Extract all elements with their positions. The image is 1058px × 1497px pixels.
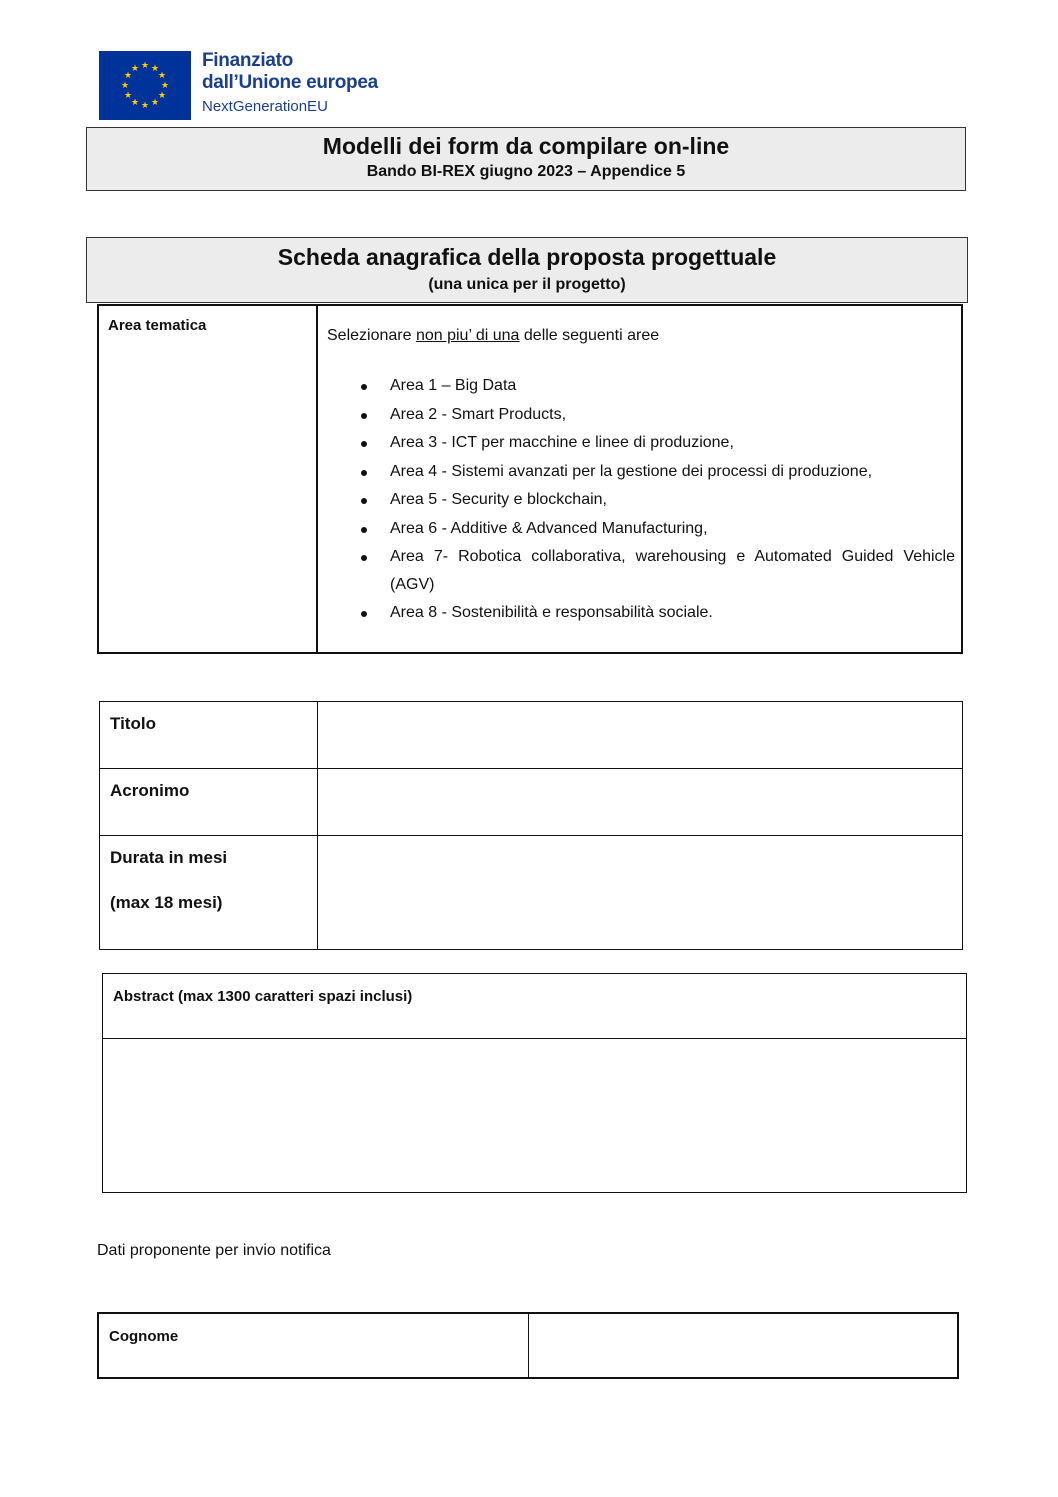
eu-flag-logo <box>99 51 191 120</box>
svg-text:★: ★ <box>160 81 170 91</box>
area-option-label: Area 6 - Additive & Advanced Manufacturing, <box>390 519 708 537</box>
area-option-label: Area 3 - ICT per macchine e linee di produzione, <box>390 434 734 451</box>
svg-text:★: ★ <box>150 98 160 108</box>
bullet-icon <box>361 413 367 419</box>
area-option[interactable] <box>355 515 955 544</box>
project-info-table <box>99 701 963 950</box>
area-intro-before: Selezionare <box>327 327 416 344</box>
durata-field[interactable] <box>318 836 963 950</box>
area-option-label: Area 4 - Sistemi avanzati per la gestione dei processi di produzione, <box>390 462 873 480</box>
eu-funding-text <box>202 50 378 115</box>
document-title: Modelli dei form da compilare on-line <box>322 133 730 159</box>
svg-text:★: ★ <box>130 98 140 108</box>
svg-text:★: ★ <box>140 101 150 111</box>
bullet-icon <box>361 527 367 533</box>
svg-text:★: ★ <box>150 64 160 74</box>
area-option[interactable] <box>355 372 955 401</box>
area-option[interactable] <box>355 458 955 487</box>
acronimo-label: Acronimo <box>100 769 318 836</box>
svg-text:★: ★ <box>157 91 167 101</box>
area-option-label: Area 2 - Smart Products, <box>390 405 567 423</box>
titolo-field[interactable] <box>318 702 963 769</box>
area-option-label: Area 8 - Sostenibilità e responsabilità sociale. <box>390 604 713 621</box>
bullet-icon <box>361 555 367 561</box>
eu-stars-icon <box>99 51 191 120</box>
bullet-icon <box>361 384 367 390</box>
logo-line-2: dall’Unione europea <box>202 71 378 93</box>
area-instructions <box>327 327 659 345</box>
document-header <box>86 127 966 191</box>
area-option[interactable] <box>355 486 955 515</box>
area-option-label: Area 7- Robotica collaborativa, warehousing e Automated Guided Vehicle (AGV) <box>390 548 955 593</box>
logo-line-1: Finanziato <box>202 50 293 71</box>
durata-note: (max 18 mesi) <box>110 893 223 912</box>
area-option[interactable] <box>355 401 955 430</box>
area-option-label: Area 5 - Security e blockchain, <box>390 491 607 508</box>
proponente-table <box>97 1312 959 1379</box>
area-option[interactable] <box>355 429 955 458</box>
proponente-heading: Dati proponente per invio notifica <box>97 1242 331 1259</box>
bullet-icon <box>361 470 367 476</box>
abstract-label: Abstract (max 1300 caratteri spazi inclusi) <box>103 974 967 1039</box>
bullet-icon <box>361 498 367 504</box>
acronimo-field[interactable] <box>318 769 963 836</box>
area-option[interactable] <box>355 543 955 599</box>
abstract-field[interactable] <box>103 1039 967 1193</box>
svg-text:★: ★ <box>130 64 140 74</box>
abstract-table <box>102 973 967 1193</box>
durata-label: Durata in mesi <box>110 848 228 867</box>
durata-label-cell <box>100 836 318 950</box>
logo-line-3: NextGenerationEU <box>202 97 328 115</box>
document-subtitle: Bando BI-REX giugno 2023 – Appendice 5 <box>366 163 686 180</box>
area-intro-underlined: non piu’ di una <box>415 327 520 344</box>
svg-text:★: ★ <box>120 81 130 91</box>
area-option-label: Area 1 – Big Data <box>390 377 517 394</box>
section-title: Scheda anagrafica della proposta progettuale <box>277 244 777 270</box>
svg-text:★: ★ <box>123 91 133 101</box>
svg-text:★: ★ <box>123 71 133 81</box>
bullet-icon <box>361 611 367 617</box>
area-intro-after: delle seguenti aree <box>519 327 660 344</box>
area-tematica-label: Area tematica <box>108 317 207 334</box>
cognome-label: Cognome <box>98 1313 528 1378</box>
area-option[interactable] <box>355 599 955 628</box>
section-header <box>86 237 968 303</box>
cognome-field[interactable] <box>528 1313 958 1378</box>
area-options-list <box>355 372 955 628</box>
titolo-label: Titolo <box>100 702 318 769</box>
svg-text:★: ★ <box>140 61 150 71</box>
svg-text:★: ★ <box>157 71 167 81</box>
area-divider <box>316 304 318 654</box>
section-subtitle: (una unica per il progetto) <box>428 276 626 293</box>
bullet-icon <box>361 441 367 447</box>
